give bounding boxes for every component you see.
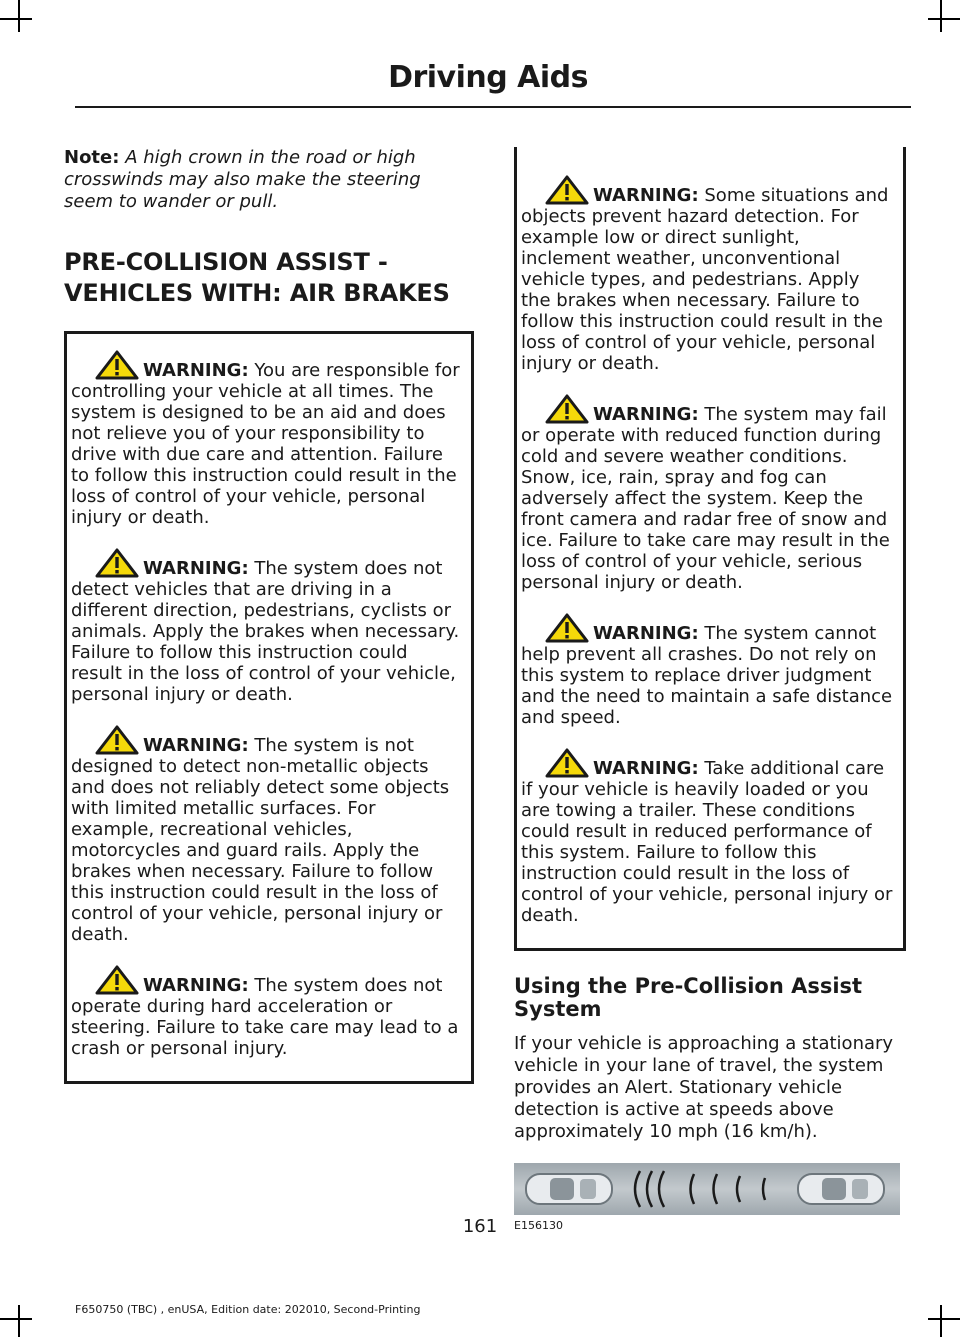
crop-mark <box>18 1305 20 1337</box>
crop-mark <box>0 1318 32 1320</box>
crop-mark <box>0 18 32 20</box>
footer-edition: F650750 (TBC) , enUSA, Edition date: 202010, Second-Printing <box>75 1303 421 1316</box>
warning-triangle-icon <box>95 725 139 755</box>
warning-label: WARNING: <box>143 360 249 381</box>
warning-label: WARNING: <box>143 735 249 756</box>
radar-waves-icon <box>635 1171 765 1207</box>
warning-text: Take additional care if your vehicle is heavily loaded or you are towing a trailer. These conditions could result in reduced performance of this system. Failure to follow this instruction could result in the loss of control of your vehicle, personal injury or death. <box>521 758 893 926</box>
warning-text: Some situations and objects prevent hazard detection. For example low or direct sunlight, inclement weather, unconventional vehicle types, and pedestrians. Apply the brakes when necessary. Failure to follow this instruction could result in the loss of control of your vehicle, personal injury or death. <box>521 185 889 374</box>
warning-triangle-icon <box>545 613 589 643</box>
warning-label: WARNING: <box>143 558 249 579</box>
warning-text: The system does not operate during hard acceleration or steering. Failure to take care may lead to a crash or personal injury. <box>71 975 459 1059</box>
warning-box-continued <box>514 147 906 951</box>
warning-item <box>71 350 461 528</box>
warning-text: The system may fail or operate with reduced function during cold and severe weather conditions. Snow, ice, rain, spray and fog can adversely affect the system. Keep the front camera and radar free of snow and ice. Failure to take care may result in the loss of control of your vehicle, serious personal injury or death. <box>521 404 890 593</box>
warning-triangle-icon <box>95 548 139 578</box>
body-paragraph: If your vehicle is approaching a stationary vehicle in your lane of travel, the system provides an Alert. Stationary vehicle detection is active at speeds above approximately 10 mph (16 km/h). <box>514 1033 894 1142</box>
subheading: Using the Pre-Collision Assist System <box>514 974 863 1021</box>
warning-text: You are responsible for controlling your vehicle at all times. The system is designed to be an aid and does not relieve you of your responsibility to drive with due care and attention. Failure to follow this instruction could result in the loss of control of your vehicle, personal injury or death. <box>71 360 460 528</box>
warning-triangle-icon <box>95 350 139 380</box>
stationary-car-icon <box>798 1174 884 1204</box>
warning-text: The system cannot help prevent all crashes. Do not rely on this system to replace driver judgment and the need to maintain a safe distance and speed. <box>521 623 893 728</box>
warning-label: WARNING: <box>593 758 699 779</box>
crop-mark <box>940 1305 942 1337</box>
warning-text: The system does not detect vehicles that are driving in a different direction, pedestrians, cyclists or animals. Apply the brakes when necessary. Failure to follow this instruction could result in the loss of control of your vehicle, personal injury or death. <box>71 558 460 705</box>
warning-triangle-icon <box>545 748 589 778</box>
note-label: Note: <box>64 147 120 168</box>
warning-item <box>521 175 893 374</box>
heading-line-1: PRE-COLLISION ASSIST - <box>64 248 388 276</box>
figure-code: E156130 <box>514 1219 563 1232</box>
note-text: A high crown in the road or high crosswinds may also make the steering seem to wander or pull. <box>64 147 421 212</box>
section-title: Driving Aids <box>388 60 588 95</box>
warning-item <box>521 748 893 926</box>
warning-item <box>71 725 461 945</box>
crop-mark <box>928 1318 960 1320</box>
crop-mark <box>18 0 20 32</box>
section-heading <box>64 247 474 309</box>
radar-illustration-icon <box>514 1163 900 1215</box>
warning-label: WARNING: <box>593 404 699 425</box>
warning-triangle-icon <box>95 965 139 995</box>
crop-mark <box>940 0 942 32</box>
warning-label: WARNING: <box>593 623 699 644</box>
warning-item <box>521 613 893 728</box>
right-column <box>514 147 906 1232</box>
crop-mark <box>928 18 960 20</box>
warning-label: WARNING: <box>593 185 699 206</box>
heading-line-2: VEHICLES WITH: AIR BRAKES <box>64 279 450 307</box>
warning-box <box>64 331 474 1084</box>
warning-text: The system is not designed to detect non-metallic objects and does not reliably detect some objects with limited metallic surfaces. For example, recreational vehicles, motorcycles and guard rails. Apply the brakes when necessary. Failure to follow this instruction could result in the loss of control of your vehicle, personal injury or death. <box>71 735 450 945</box>
warning-triangle-icon <box>545 175 589 205</box>
rear-car-icon <box>526 1174 612 1204</box>
warning-item <box>71 965 461 1059</box>
warning-label: WARNING: <box>143 975 249 996</box>
note <box>64 147 474 213</box>
header-divider <box>75 106 911 108</box>
page-number: 161 <box>462 1216 498 1237</box>
warning-item <box>521 394 893 593</box>
warning-triangle-icon <box>545 394 589 424</box>
illustration-stationary-vehicle <box>514 1163 900 1215</box>
left-column <box>64 147 474 1084</box>
warning-item <box>71 548 461 705</box>
